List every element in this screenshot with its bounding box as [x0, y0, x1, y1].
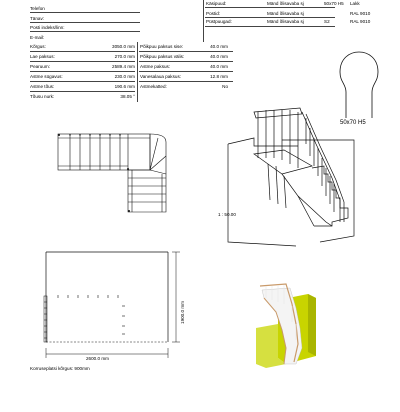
spec-label: Kõrgus:: [30, 44, 46, 49]
spec-label: Vanesalaua paksus:: [140, 74, 182, 79]
divider: [203, 0, 204, 42]
divider: [30, 71, 135, 72]
spec-value: 2589.4 mm: [112, 64, 135, 69]
parts-finish: RAL 9010: [350, 11, 371, 16]
stair-plan-view: [58, 132, 178, 214]
spec-label: Tõusu nurk:: [30, 94, 55, 99]
parts-label: Käsipuud:: [206, 1, 227, 6]
spec-label: Põikpuu paksus sise:: [140, 44, 184, 49]
spec-value: 270.0 mm: [114, 54, 135, 59]
spec-label: Põikpuu paksus välis:: [140, 54, 185, 59]
divider: [30, 91, 135, 92]
divider: [139, 71, 233, 72]
spec-value: 40.0 mm: [210, 44, 228, 49]
divider: [205, 7, 335, 8]
stair-3d-render: [256, 278, 330, 370]
floor-plan-drawing: [30, 248, 190, 373]
landing-height-note: Korruseplatsi kõrgus: 900mm: [30, 366, 90, 371]
client-label-postal: Posti indeks/linn:: [30, 25, 65, 30]
parts-material: Mänd õlisavaba sj: [267, 11, 304, 16]
parts-finish: Lakk: [350, 1, 360, 6]
divider: [137, 42, 138, 102]
spec-value: 190.6 mm: [114, 84, 135, 89]
parts-material: Mänd õlisavaba sj: [267, 19, 304, 24]
divider: [30, 81, 135, 82]
divider: [30, 61, 135, 62]
width-dimension: 2600.0 mm: [86, 356, 109, 361]
spec-label: Pearuum:: [30, 64, 50, 69]
divider: [30, 12, 140, 13]
client-label-street: Tänav:: [30, 16, 45, 21]
divider: [30, 22, 140, 23]
divider: [30, 51, 135, 52]
client-label-phone: Telefon: [30, 6, 45, 11]
client-label-email: E-mail:: [30, 35, 45, 40]
divider: [139, 61, 233, 62]
spec-value: 38.05 °: [120, 94, 135, 99]
spec-value: 12.8 mm: [210, 74, 228, 79]
spec-label: Astmekatted:: [140, 84, 167, 89]
parts-label: Postid:: [206, 11, 221, 16]
spec-label: Astme tõus:: [30, 84, 55, 89]
divider: [139, 51, 233, 52]
profile-caption: 50x70 H5: [340, 120, 366, 126]
scale-label: 1 : 50.00: [218, 212, 236, 217]
spec-label: Astme paksus:: [140, 64, 171, 69]
spec-value: 3050.0 mm: [112, 44, 135, 49]
spec-label: Astme sügavus:: [30, 74, 63, 79]
height-dimension: 1900.0 mm: [179, 301, 185, 324]
parts-material: Mänd õlisavaba sj: [267, 1, 304, 6]
parts-label: Püstpuugad:: [206, 19, 232, 24]
spec-value: No: [222, 84, 228, 89]
spec-value: 40.0 mm: [210, 54, 228, 59]
divider: [30, 31, 140, 32]
spec-label: Lae paksus:: [30, 54, 55, 59]
parts-finish: RAL 9010: [350, 19, 371, 24]
divider: [205, 17, 335, 18]
spec-value: 40.0 mm: [210, 64, 228, 69]
divider: [139, 81, 233, 82]
parts-profile: S2: [324, 19, 330, 24]
divider: [205, 26, 335, 27]
spec-value: 230.0 mm: [114, 74, 135, 79]
parts-profile: 50x70 H5: [324, 1, 344, 6]
stair-3d-line-view: [228, 104, 360, 246]
